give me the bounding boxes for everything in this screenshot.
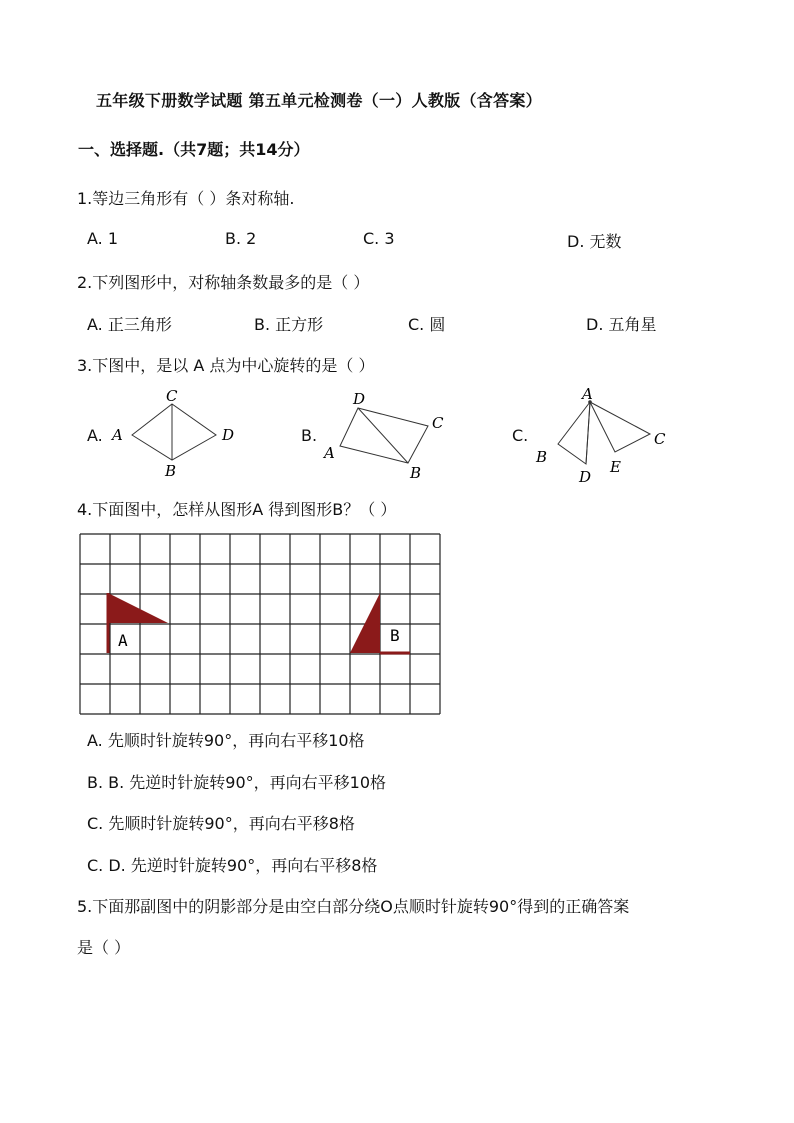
question-4-text: 4.下面图中，怎样从图形A 得到图形B？（ ） — [77, 500, 397, 519]
fig-a-point-c: C — [166, 390, 178, 405]
q4-option-c[interactable]: C. 先顺时针旋转90°，再向右平移8格 — [87, 814, 355, 833]
q3-option-c-label[interactable]: C. — [512, 426, 529, 445]
q2-option-a[interactable]: A. 正三角形 — [87, 315, 172, 334]
q1-option-d[interactable]: D. 无数 — [567, 232, 622, 251]
question-2-text: 2.下列图形中，对称轴条数最多的是（ ） — [77, 273, 370, 292]
shape-a-triangle — [108, 593, 168, 623]
q4-option-a[interactable]: A. 先顺时针旋转90°，再向右平移10格 — [87, 731, 365, 750]
q1-option-c[interactable]: C. 3 — [363, 229, 395, 248]
fig-b-point-b: B — [410, 464, 422, 482]
fig-a-point-d: D — [222, 426, 235, 444]
page-title: 五年级下册数学试题 第五单元检测卷（一）人教版（含答案） — [96, 91, 542, 110]
fig-b-point-a: A — [324, 444, 335, 462]
question-1-text: 1.等边三角形有（ ）条对称轴. — [77, 189, 295, 208]
q4-option-b: B. 先逆时针旋转90°，再向右平移10格 — [108, 773, 387, 792]
q3-option-b-label[interactable]: B. — [301, 426, 318, 445]
fig-c-point-d: D — [579, 468, 592, 486]
question-5-text-line2: 是（ ） — [77, 938, 131, 957]
fig-a-point-a: A — [112, 426, 123, 444]
question-3-text: 3.下图中，是以 A 点为中心旋转的是（ ） — [77, 356, 375, 375]
fig-a-point-b: B — [165, 462, 177, 480]
q2-option-b[interactable]: B. 正方形 — [254, 315, 324, 334]
fig-c-point-c: C — [654, 430, 666, 448]
fig-c-point-e: E — [610, 458, 621, 476]
q4-option-b-row[interactable] — [87, 770, 386, 793]
q4-option-d: D. 先逆时针旋转90°，再向右平移8格 — [108, 856, 378, 875]
q4-grid-lines — [80, 534, 440, 714]
q4-option-d-row[interactable] — [87, 853, 377, 876]
shape-b-triangle — [350, 593, 380, 653]
fig-b-point-c: C — [432, 414, 444, 432]
q4-grid-figure[interactable] — [78, 533, 444, 716]
q3-figure-c[interactable] — [530, 384, 680, 489]
fig-b-point-d: D — [353, 390, 366, 408]
q1-option-b[interactable]: B. 2 — [225, 229, 257, 248]
q4-option-d-prefix: C. — [87, 856, 104, 875]
shape-b-label: B — [390, 626, 400, 645]
q3-option-a-label[interactable]: A. — [87, 426, 103, 445]
q4-option-b-prefix: B. — [87, 773, 104, 792]
q3-figure-a[interactable] — [106, 390, 246, 480]
fig-c-point-a: A — [582, 385, 593, 403]
section-heading: 一、选择题.（共7题；共14分） — [78, 140, 310, 159]
q2-option-c[interactable]: C. 圆 — [408, 315, 446, 334]
q3-figure-b[interactable] — [320, 388, 460, 483]
q1-option-a[interactable]: A. 1 — [87, 229, 119, 248]
fig-c-point-b: B — [536, 448, 548, 466]
shape-a-label: A — [118, 631, 128, 650]
q2-option-d[interactable]: D. 五角星 — [586, 315, 657, 334]
question-5-text-line1: 5.下面那副图中的阴影部分是由空白部分绕O点顺时针旋转90°得到的正确答案 — [77, 897, 630, 916]
